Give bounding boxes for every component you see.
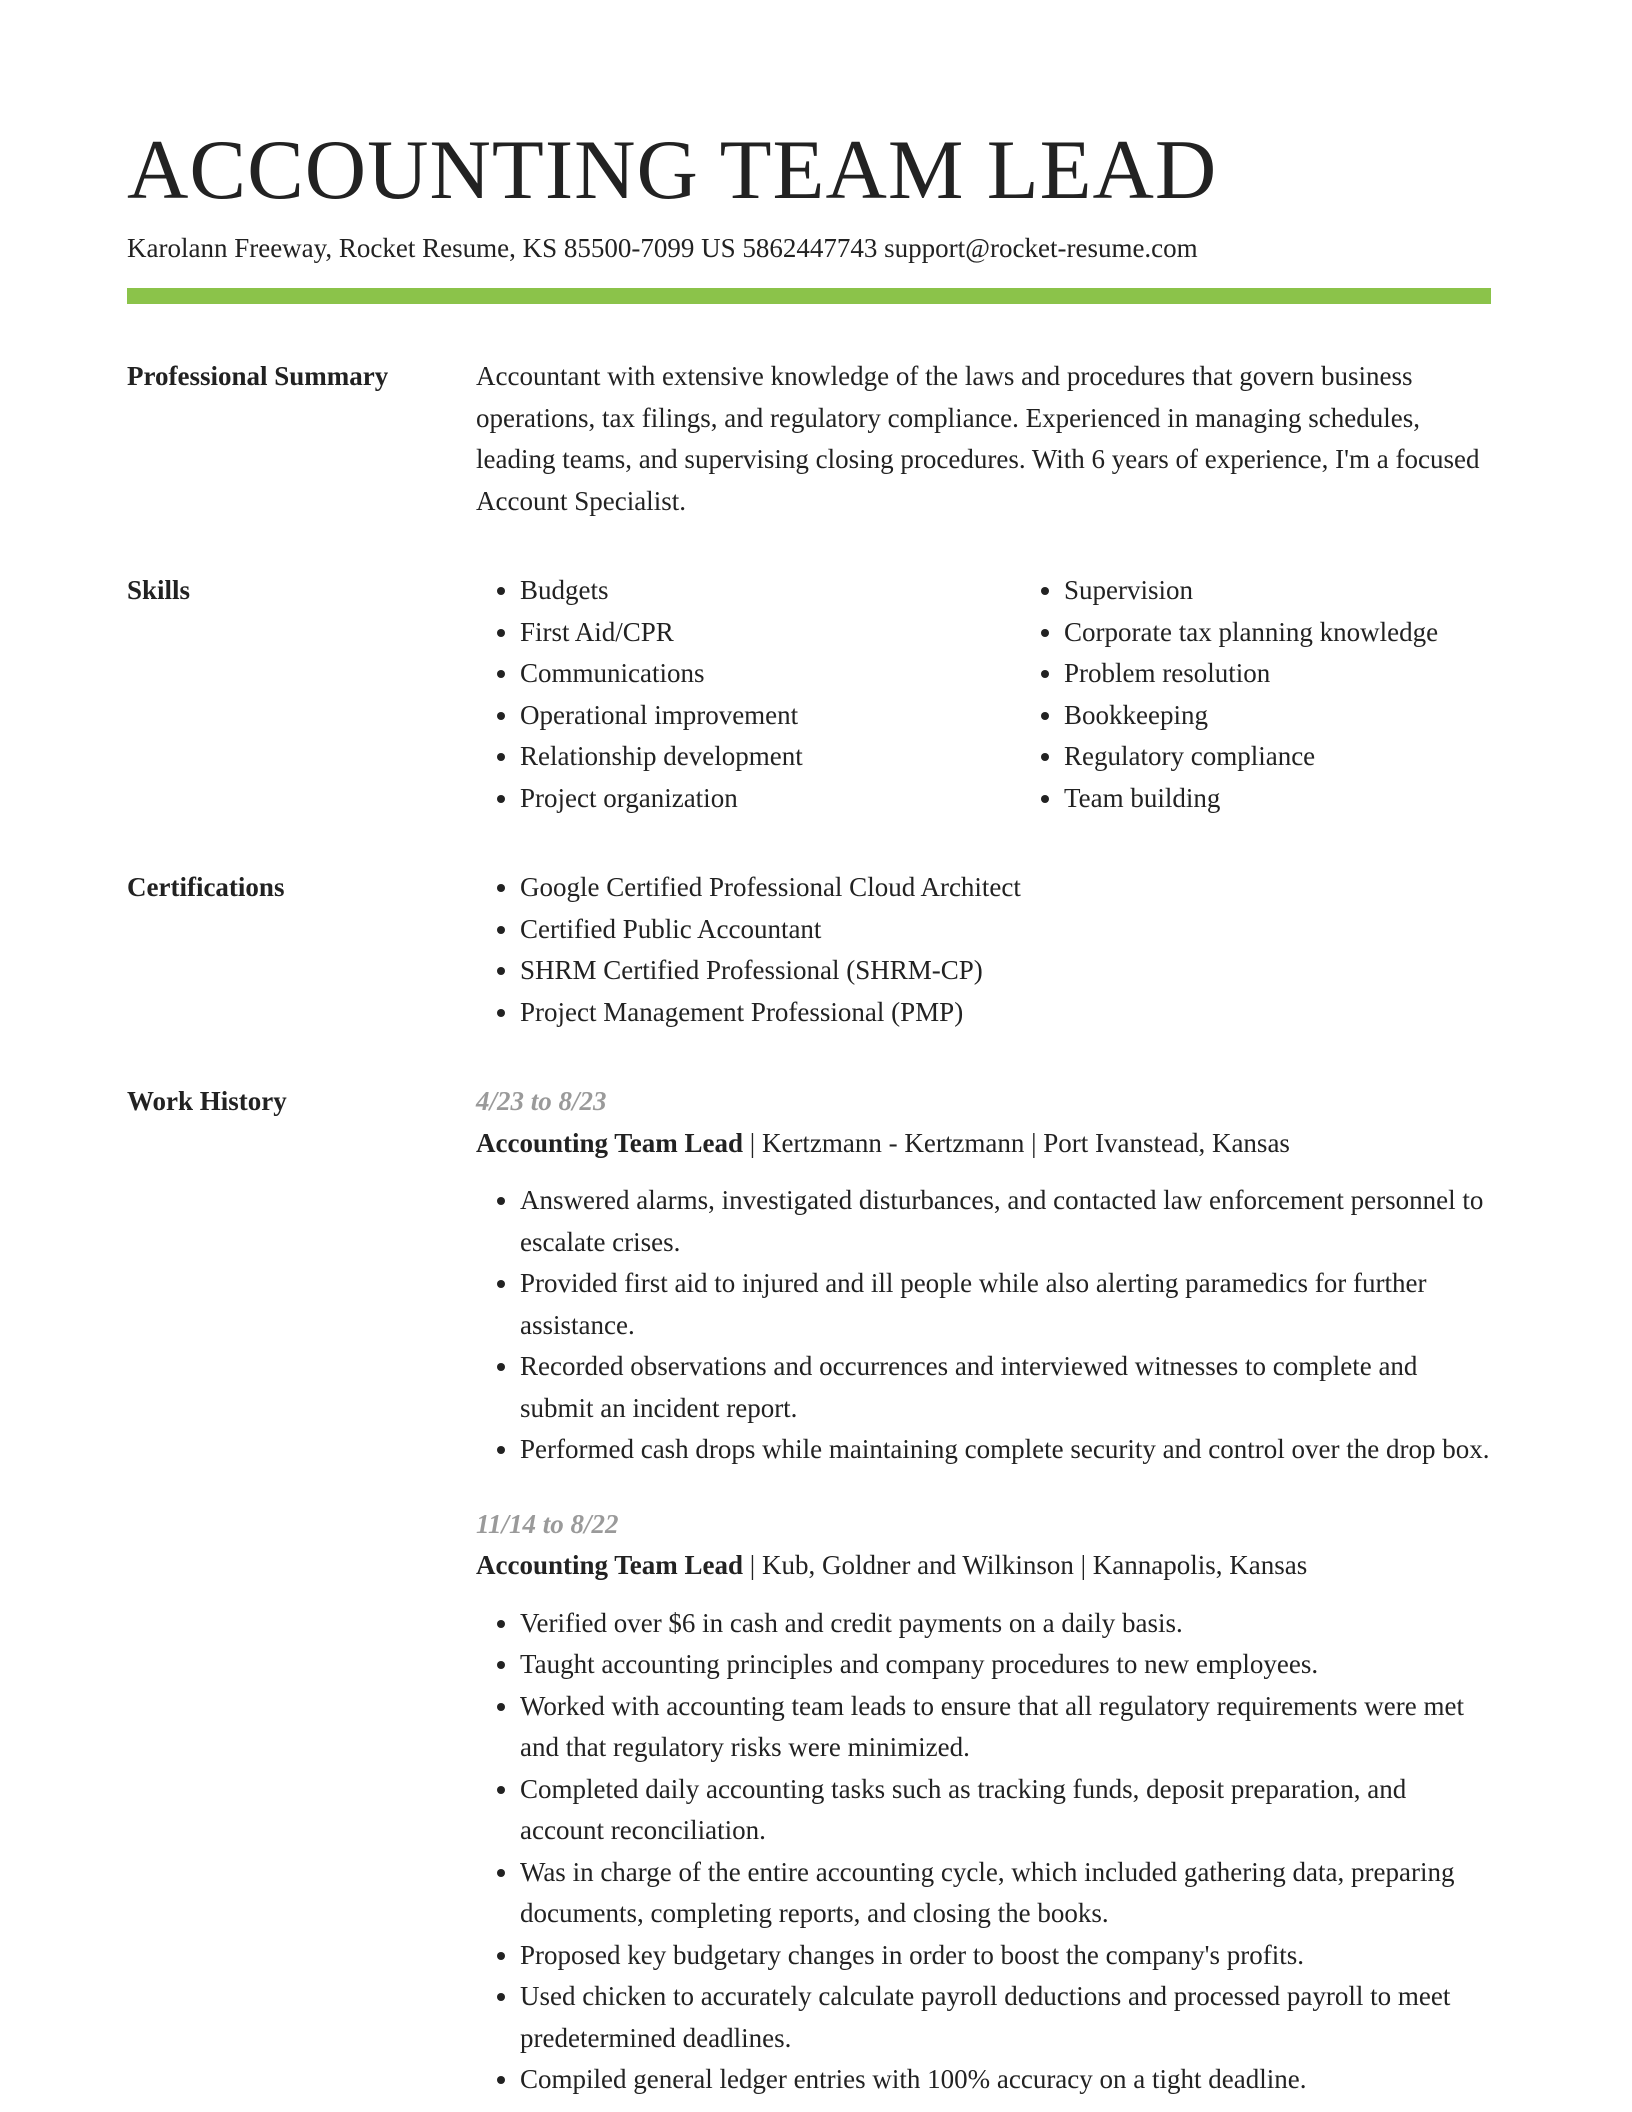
job-bullet: • Taught accounting principles and company procedures to new employees. [520,1644,1491,1686]
job-details: | Kub, Goldner and Wilkinson | Kannapolis, Kansas [743,1550,1308,1580]
certification-item: • Project Management Professional (PMP) [520,992,1491,1034]
job-entry [476,1081,1491,1471]
job-entry [476,1504,1491,2101]
header-divider [127,288,1491,304]
job-bullet: • Provided first aid to injured and ill people while also alerting paramedics for further assistance. [520,1263,1491,1346]
section-label-skills: Skills [127,575,191,605]
section-label-certifications: Certifications [127,872,285,902]
skills-list-left [476,570,1020,819]
contact-line: Karolann Freeway, Rocket Resume, KS 85500-7099 US 5862447743 support@rocket-resume.com [127,233,1198,263]
skill-item: • Bookkeeping [1064,695,1564,737]
section-label-summary: Professional Summary [127,361,389,391]
skill-item: • Corporate tax planning knowledge [1064,612,1564,654]
job-bullet: • Verified over $6 in cash and credit payments on a daily basis. [520,1603,1491,1645]
job-bullet: • Used chicken to accurately calculate payroll deductions and processed payroll to meet predetermined deadlines. [520,1976,1491,2059]
job-details: | Kertzmann - Kertzmann | Port Ivanstead, Kansas [743,1127,1290,1158]
skill-item: • Communications [520,653,1020,695]
job-bullets [476,1603,1491,2101]
section-label-work-history: Work History [127,1086,287,1116]
job-title-line [476,1123,1491,1165]
skills-list-right [1020,570,1564,819]
job-title-line [476,1545,1491,1587]
certification-item: • Certified Public Accountant [520,909,1491,951]
certifications-content [476,867,1491,1033]
job-bullet: • Was in charge of the entire accounting cycle, which included gathering data, preparing documents, completing reports, and closing the books. [520,1852,1491,1935]
certification-item: • Google Certified Professional Cloud Architect [520,867,1491,909]
job-dates: 4/23 to 8/23 [476,1086,607,1116]
skill-item: • First Aid/CPR [520,612,1020,654]
job-bullet: • Recorded observations and occurrences and interviewed witnesses to complete and submit an incident report. [520,1346,1491,1429]
summary-content [476,356,1491,522]
skill-item: • Team building [1064,778,1564,820]
skill-item: • Budgets [520,570,1020,612]
job-title: Accounting Team Lead [476,1127,744,1158]
job-bullet: • Worked with accounting team leads to ensure that all regulatory requirements were met and that regulatory risks were minimized. [520,1686,1491,1769]
resume-title: ACCOUNTING TEAM LEAD [127,123,1218,217]
certifications-list [476,867,1491,1033]
summary-text: Accountant with extensive knowledge of the laws and procedures that govern business operations, tax filings, and regulatory compliance. Experienced in managing schedules, leading teams, and supervising closing procedures. With 6 years of experience, I'm a focused Account Specialist. [476,361,1480,516]
job-bullet: • Compiled general ledger entries with 100% accuracy on a tight deadline. [520,2059,1491,2101]
skills-content [476,570,1564,819]
skill-item: • Operational improvement [520,695,1020,737]
job-dates: 11/14 to 8/22 [476,1508,619,1539]
job-bullets [476,1180,1491,1471]
job-bullet: • Completed daily accounting tasks such as tracking funds, deposit preparation, and account reconciliation. [520,1769,1491,1852]
skills-grid [476,570,1564,819]
skill-item: • Project organization [520,778,1020,820]
job-title: Accounting Team Lead [476,1550,744,1580]
certifications-section [127,867,1491,1033]
skill-item: • Relationship development [520,736,1020,778]
work-history-content [476,1081,1491,2101]
job-bullet: • Performed cash drops while maintaining complete security and control over the drop box. [520,1429,1491,1471]
skill-item: • Supervision [1064,570,1564,612]
job-bullet: • Answered alarms, investigated disturbances, and contacted law enforcement personnel to escalate crises. [520,1180,1491,1263]
skill-item: • Problem resolution [1064,653,1564,695]
resume-page [127,120,1491,2101]
certification-item: • SHRM Certified Professional (SHRM-CP) [520,950,1491,992]
summary-section [127,356,1491,522]
skill-item: • Regulatory compliance [1064,736,1564,778]
skills-section [127,570,1491,819]
job-bullet: • Proposed key budgetary changes in order to boost the company's profits. [520,1935,1491,1977]
work-history-section [127,1081,1491,2101]
